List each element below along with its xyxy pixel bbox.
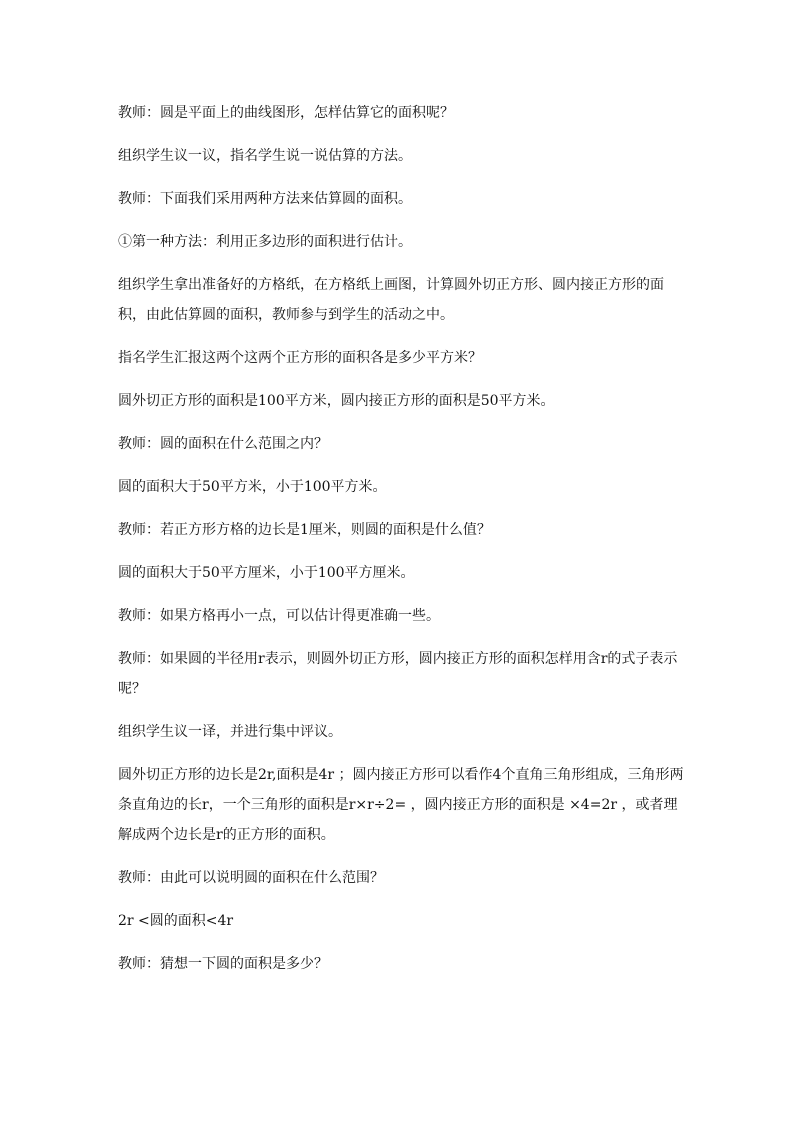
paragraph-13: 教师：如果圆的半径用r表示，则圆外切正方形，圆内接正方形的面积怎样用含r的式子表示呢？ <box>118 651 678 697</box>
paragraph-7: 圆外切正方形的面积是100平方米，圆内接正方形的面积是50平方米。 <box>118 393 555 409</box>
paragraph-11: 圆的面积大于50平方厘米，小于100平方厘米。 <box>118 565 415 581</box>
paragraph-3: 教师：下面我们采用两种方法来估算圆的面积。 <box>118 191 412 207</box>
paragraph-1: 教师：圆是平面上的曲线图形，怎样估算它的面积呢？ <box>118 105 454 121</box>
paragraph-6: 指名学生汇报这两个这两个正方形的面积各是多少平方米？ <box>118 350 482 366</box>
paragraph-17: 2r <圆的面积<4r <box>118 913 234 929</box>
paragraph-14: 组织学生议一译，并进行集中评议。 <box>118 724 342 740</box>
paragraph-18: 教师：猜想一下圆的面积是多少？ <box>118 956 328 972</box>
paragraph-8: 教师：圆的面积在什么范围之内？ <box>118 436 328 452</box>
paragraph-5: 组织学生拿出准备好的方格纸，在方格纸上画图，计算圆外切正方形、圆内接正方形的面积，由此估算圆的面积，教师参与到学生的活动之中。 <box>118 277 664 323</box>
paragraph-12: 教师：如果方格再小一点，可以估计得更准确一些。 <box>118 608 440 624</box>
paragraph-16: 教师：由此可以说明圆的面积在什么范围？ <box>118 870 384 886</box>
paragraph-15: 圆外切正方形的边长是2r,面积是4r ；圆内接正方形可以看作4个直角三角形组成，三角形两条直角边的长r，一个三角形的面积是r×r÷2= ，圆内接正方形的面积是 ×4=2r ，或者理解成两个边长是r的正方形的面积。 <box>118 767 684 843</box>
paragraph-2: 组织学生议一议，指名学生说一说估算的方法。 <box>118 148 412 164</box>
paragraph-9: 圆的面积大于50平方米，小于100平方米。 <box>118 479 387 495</box>
paragraph-4: ①第一种方法：利用正多边形的面积进行估计。 <box>118 234 412 250</box>
document-body <box>118 98 690 992</box>
paragraph-10: 教师：若正方形方格的边长是1厘米，则圆的面积是什么值？ <box>118 522 491 538</box>
